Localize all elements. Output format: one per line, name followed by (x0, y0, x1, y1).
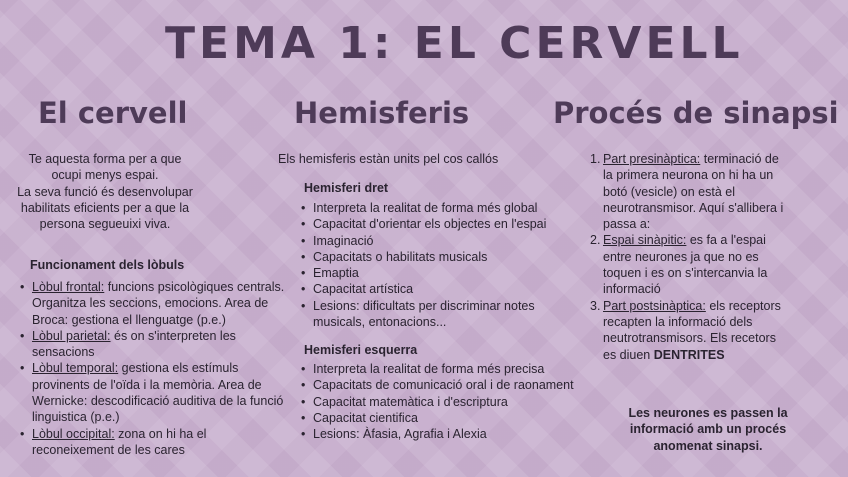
lobul-term: Lòbul temporal: (32, 361, 119, 376)
sinapsi-note: Les neurones es passen la informació amb un procés anomenat sinapsi. (628, 406, 788, 453)
step-number: 3. (590, 298, 601, 313)
step-bold: DENTRITES (653, 347, 725, 362)
list-item (20, 360, 290, 425)
lobul-desc: és on s'interpreten les sensacions (32, 328, 236, 360)
list-item: • Capacitat d'orientar els objectes en l'espai (301, 216, 563, 232)
step-desc: es fa a l'espai entre neurones ja que no es toquen i es on s'intercanvia la informació (603, 233, 768, 297)
heading-hemisferis: Hemisferis (294, 96, 470, 130)
list-item: • Lesions: Àfasia, Agrafia i Alexia (301, 426, 591, 442)
list-item: • Capacitats o habilitats musicals (301, 249, 563, 265)
page-title: TEMA 1: EL CERVELL (165, 18, 744, 69)
step-desc: terminació de la primera neurona on hi ha un botó (vesicle) on està el neurotransmisor. Aquí s'allibera i passa a: (603, 152, 784, 232)
list-item: • Interpreta la realitat de forma més precisa (301, 361, 591, 377)
list-item: • Capacitat cientifica (301, 410, 591, 426)
lobuls-subheading: Funcionament dels lòbuls (30, 258, 185, 272)
lobul-desc: funcions psicològiques centrals. Organitza les seccions, emocions. Area de Broca: gestiona el llenguatge (p.e.) (32, 280, 285, 327)
list-item: • Interpreta la realitat de forma més global (301, 200, 563, 216)
lobul-term: Lòbul parietal: (32, 328, 111, 343)
step-term: Part postsinàptica: (603, 298, 706, 313)
hemisferis-intro: Els hemisferis estàn units pel cos callós (278, 152, 499, 166)
heading-el-cervell: El cervell (38, 96, 188, 130)
list-item (20, 328, 290, 361)
list-item: • Capacitats de comunicació oral i de raonament (301, 377, 591, 393)
step-number: 1. (590, 152, 601, 166)
hemisferi-esquerra-title: Hemisferi esquerra (304, 343, 418, 357)
cervell-intro: Te aquesta forma per a que ocupi menys espai. La seva funció és desenvolupar habilitats eficients per a que la persona segueuixi viva. (17, 152, 193, 232)
lobul-term: Lòbul frontal: (32, 280, 105, 294)
sinapsi-steps (590, 151, 790, 363)
lobuls-list (20, 279, 290, 458)
step-desc: els receptors recapten la informació dels neutrotransmisors. Els recetors es diuen (603, 298, 781, 362)
list-item: • Lesions: dificultats per discriminar notes musicals, entonacions... (301, 298, 563, 331)
list-item (20, 279, 290, 328)
list-item: • Capacitat artística (301, 281, 563, 297)
list-item (590, 298, 790, 363)
list-item (590, 151, 790, 232)
hemisferi-dret-list (301, 200, 563, 330)
hemisferi-esquerra-list (301, 361, 591, 442)
list-item (590, 232, 790, 297)
list-item: • Capacitat matemàtica i d'escriptura (301, 394, 591, 410)
lobul-desc: gestiona els estímuls provinents de l'oïda i la memòria. Area de Wernicke: descodificació auditiva de la funció linguistica (p.e.) (32, 361, 284, 425)
list-item (20, 426, 290, 459)
step-term: Part presinàptica: (603, 152, 701, 166)
list-item: • Imaginació (301, 233, 563, 249)
lobul-term: Lòbul occipital: (32, 426, 115, 441)
lobul-desc: zona on hi ha el reconeixement de les cares (32, 426, 207, 457)
list-item: • Emaptia (301, 265, 563, 281)
hemisferi-dret-title: Hemisferi dret (304, 181, 389, 195)
step-term: Espai sinàpitic: (603, 233, 687, 248)
step-number: 2. (590, 233, 601, 248)
heading-proces-sinapsi: Procés de sinapsi (553, 96, 839, 130)
